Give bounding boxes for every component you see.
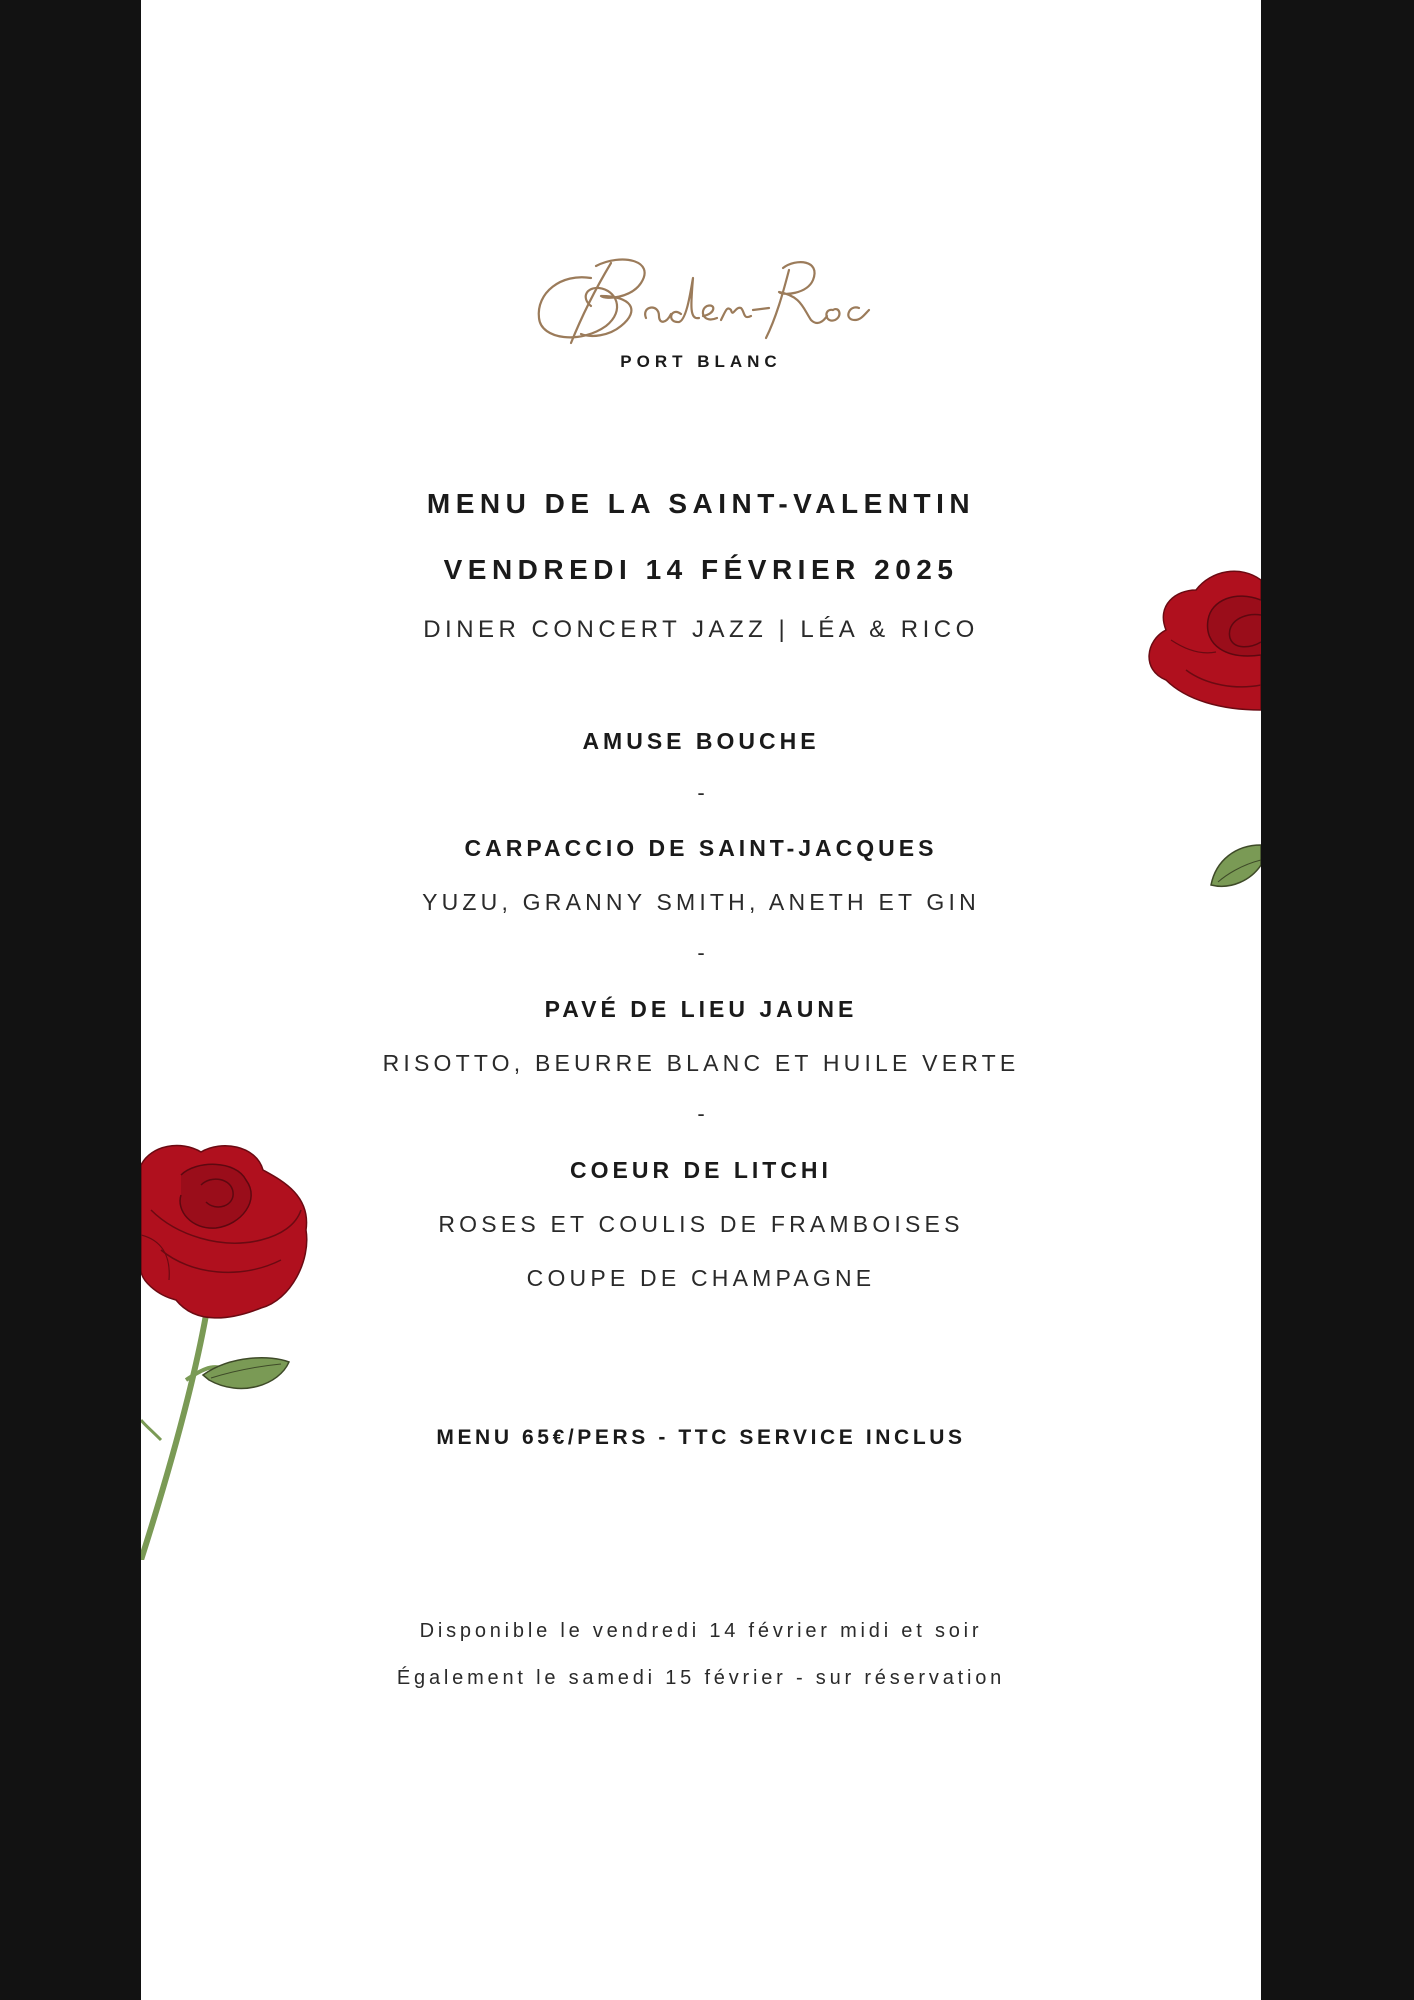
availability-line-2: Également le samedi 15 février - sur réservation xyxy=(396,1667,1006,1689)
separator: - xyxy=(697,1101,705,1126)
course-main-desc: RISOTTO, BEURRE BLANC ET HUILE VERTE xyxy=(382,1050,1020,1076)
event-subtitle: DINER CONCERT JAZZ | LÉA & RICO xyxy=(423,616,979,643)
course-dessert-desc: ROSES ET COULIS DE FRAMBOISES xyxy=(438,1211,964,1237)
rose-left-illustration xyxy=(141,1140,321,1560)
event-date: VENDREDI 14 FÉVRIER 2025 xyxy=(443,554,959,585)
menu-page xyxy=(141,0,1261,2000)
logo-script-image xyxy=(521,248,881,358)
separator: - xyxy=(697,780,705,805)
availability-line-1: Disponible le vendredi 14 février midi et soir xyxy=(419,1620,983,1642)
course-dessert-name: COEUR DE LITCHI xyxy=(570,1157,832,1183)
menu-title: MENU DE LA SAINT-VALENTIN xyxy=(426,488,976,519)
drink-item: COUPE DE CHAMPAGNE xyxy=(526,1265,876,1291)
separator: - xyxy=(697,940,705,965)
course-starter-name: CARPACCIO DE SAINT-JACQUES xyxy=(464,835,938,861)
course-amuse-bouche: AMUSE BOUCHE xyxy=(582,728,820,754)
menu-price: MENU 65€/PERS - TTC SERVICE INCLUS xyxy=(436,1426,966,1449)
course-starter-desc: YUZU, GRANNY SMITH, ANETH ET GIN xyxy=(422,889,980,915)
rose-right-illustration xyxy=(1126,560,1261,900)
course-main-name: PAVÉ DE LIEU JAUNE xyxy=(544,996,858,1022)
logo-subtitle: PORT BLANC xyxy=(620,352,782,371)
